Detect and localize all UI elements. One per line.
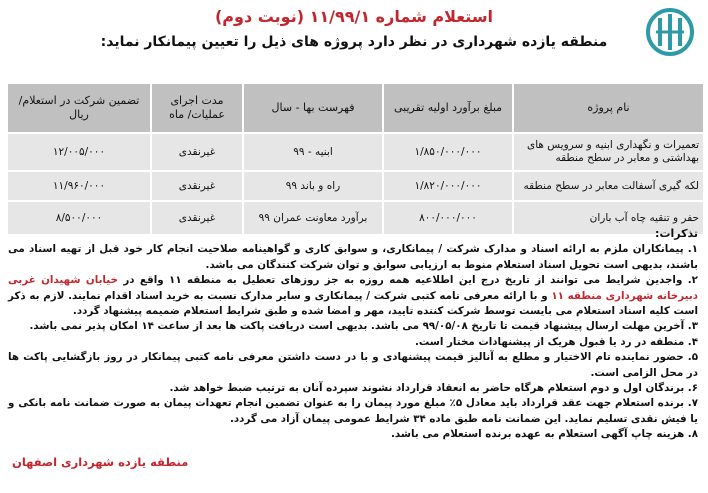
projects-table	[6, 84, 703, 236]
note-5: ۵. حضور نماینده تام الاختیار و مطلع به آنالیز قیمت پیشنهادی و با در دست داشتن معرفی نامه کتبی پیمانکار در روز بازگشایی پاکت ها در محل الزامی است.	[8, 351, 698, 379]
notes-section	[8, 226, 698, 443]
cell-price-list: راه و باند ۹۹	[243, 171, 383, 201]
header-guarantee: تضمین شرکت در استعلام/ ریال	[7, 84, 151, 133]
table-row	[7, 133, 703, 171]
municipality-logo	[636, 6, 696, 58]
note-4: ۴. منطقه در رد یا قبول هریک از پیشنهادات مختار است.	[414, 335, 698, 348]
cell-price-list: ابنیه - ۹۹	[243, 133, 383, 171]
cell-duration: غیرنقدی	[151, 201, 243, 235]
header-duration: مدت اجرای عملیات/ ماه	[151, 84, 243, 133]
cell-project: لکه گیری آسفالت معابر در سطح منطقه	[513, 171, 703, 201]
cell-project: حفر و تنقیه چاه آب باران	[513, 201, 703, 235]
cell-duration: غیرنقدی	[151, 133, 243, 171]
header-project: نام پروژه	[513, 84, 703, 133]
header-estimate: مبلغ برآورد اولیه تقریبی	[383, 84, 513, 133]
note-2-part-a: ۲. واجدین شرایط می توانند از تاریخ درج این اطلاعیه همه روزه به جز روزهای تعطیل به منطقه ۱۱ واقع در	[117, 274, 698, 287]
notes-title: تذکرات:	[655, 227, 698, 240]
signature: منطقه یازده شهرداری اصفهان	[12, 455, 189, 469]
note-7: ۷. برنده استعلام جهت عقد قرارداد باید معادل ۵٪ مبلغ مورد پیمان را به عنوان تضمین انجام تعهدات پیمان به صورت ضمانت نامه بانکی و یا فیش نقدی تسلیم نماید. این ضمانت نامه طبق ماده ۳۴ شرایط عمومی پیمان آزاد می گردد.	[8, 397, 698, 425]
note-2-address: خیابان شهیدان غربی دبیرخانه شهرداری منطقه ۱۱	[8, 274, 698, 302]
cell-duration: غیرنقدی	[151, 171, 243, 201]
header-price-list: فهرست بها - سال	[243, 84, 383, 133]
note-2-part-b: و با ارائه معرفی نامه کتبی شرکت / پیمانکاری و سایر مدارک نسبت به خرید اسناد اقدام نمایند. لازم به ذکر است کلیه اسناد استعلام می بایست توسط شرکت کننده تایید، مهر و امضا شده و طبق شرایط استعلام ضمیمه پیشنهاد گردد.	[8, 289, 698, 318]
table-row	[7, 171, 703, 201]
cell-guarantee: ۱۲/۰۰۵/۰۰۰	[7, 133, 151, 171]
cell-estimate: ۱/۸۵۰/۰۰۰/۰۰۰	[383, 133, 513, 171]
note-8: ۸. هزینه چاپ آگهی استعلام به عهده برنده استعلام می باشد.	[391, 428, 698, 441]
cell-estimate: ۱/۸۲۰/۰۰۰/۰۰۰	[383, 171, 513, 201]
notice-title: استعلام شماره ۱۱/۹۹/۱ (نوبت دوم)	[214, 7, 494, 26]
cell-guarantee: ۸/۵۰۰/۰۰۰	[7, 201, 151, 235]
cell-estimate: ۸۰۰/۰۰۰/۰۰۰	[383, 201, 513, 235]
cell-price-list: برآورد معاونت عمران ۹۹	[243, 201, 383, 235]
cell-guarantee: ۱۱/۹۶۰/۰۰۰	[7, 171, 151, 201]
note-3: ۳. آخرین مهلت ارسال پیشنهاد قیمت تا تاریخ ۹۹/۰۵/۰۸ می باشد. بدیهی است دریافت پاکت ها بعد از ساعت ۱۴ امکان پذیر نمی باشد.	[29, 320, 698, 333]
table-header-row	[7, 84, 703, 133]
note-2	[8, 273, 698, 319]
note-1: ۱. پیمانکاران ملزم به ارائه اسناد و مدارک شرکت / پیمانکاری، و سوابق کاری و گواهینامه صلاحیت انجام کار خود قبل از تهیه اسناد می باشند، بدیهی است تحویل اسناد استعلام منوط به ارزیابی سوابق و توان شرکت کنندگان می باشد.	[8, 243, 698, 271]
note-6: ۶. برندگان اول و دوم استعلام هرگاه حاضر به انعقاد قرارداد نشوند سپرده آنان به ترتیب ضبط خواهد شد.	[169, 382, 698, 395]
cell-project: تعمیرات و نگهداری ابنیه و سرویس های بهداشتی و معابر در سطح منطقه	[513, 133, 703, 171]
notice-subtitle: منطقه یازده شهرداری در نظر دارد پروژه های ذیل را تعیین پیمانکار نماید:	[100, 34, 608, 50]
